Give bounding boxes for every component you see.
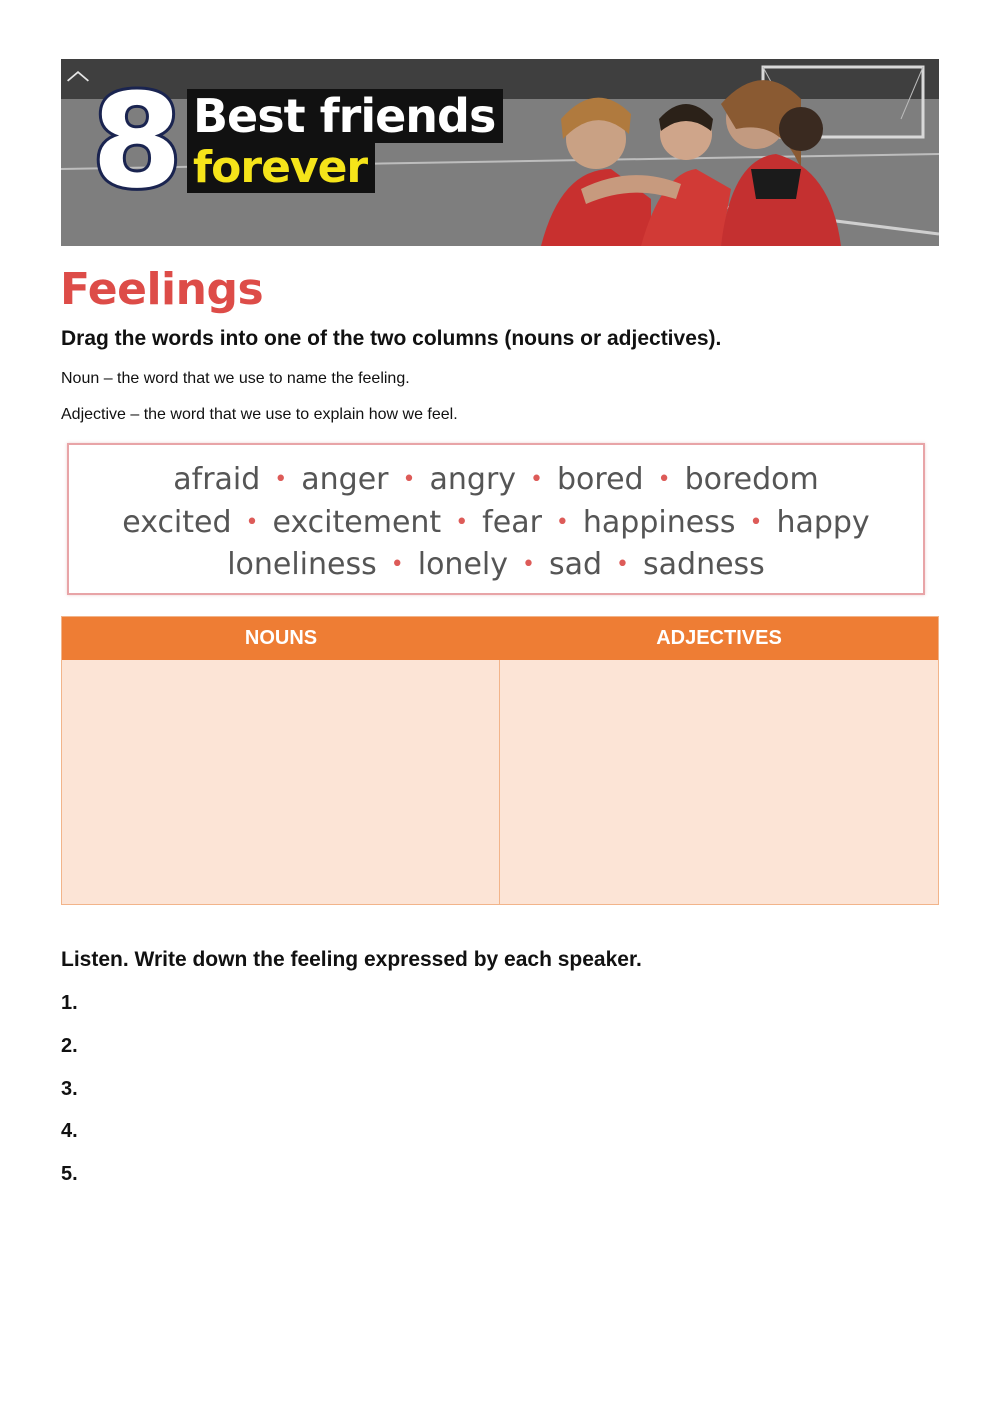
bullet-separator: • [455,510,469,535]
listening-instruction: Listen. Write down the feeling expressed by each speaker. [61,948,642,971]
unit-title-line2: forever [187,143,375,193]
bullet-separator: • [245,510,259,535]
unit-title-line1: Best friends [187,89,503,143]
draggable-word[interactable]: anger [301,462,389,497]
draggable-word[interactable]: excitement [272,505,442,540]
word-bank-line-1 [69,462,923,498]
answer-row-5 [61,1159,761,1189]
sort-table [61,616,939,905]
unit-banner [61,59,939,246]
draggable-word[interactable]: angry [429,462,517,497]
answer-input-1[interactable] [95,990,699,1018]
draggable-word[interactable]: sadness [643,547,765,582]
answer-row-1 [61,988,761,1018]
bullet-separator: • [657,467,671,492]
chevron-up-icon: ︿ [67,59,90,84]
draggable-word[interactable]: happiness [582,505,736,540]
bullet-separator: • [390,552,404,577]
friends-photo [501,59,939,246]
unit-number: 8 [91,65,183,217]
page-title: Feelings [60,264,264,315]
bullet-separator: • [274,467,288,492]
answer-input-3[interactable] [95,1076,699,1104]
answer-row-3 [61,1074,761,1104]
noun-definition: Noun – the word that we use to name the feeling. [61,370,410,387]
bullet-separator: • [616,552,630,577]
draggable-word[interactable]: loneliness [227,547,377,582]
draggable-word[interactable]: excited [122,505,232,540]
answer-number: 2. [61,1035,78,1057]
word-bank [67,443,925,595]
answer-number: 3. [61,1078,78,1100]
draggable-word[interactable]: bored [557,462,644,497]
nouns-column-header: NOUNS [62,617,500,660]
nouns-drop-zone[interactable] [62,660,500,904]
adjective-definition: Adjective – the word that we use to explain how we feel. [61,406,458,423]
answer-input-2[interactable] [95,1033,699,1061]
adjectives-column-header: ADJECTIVES [500,617,938,660]
answer-number: 1. [61,992,78,1014]
adjectives-drop-zone[interactable] [500,660,938,904]
answer-input-4[interactable] [95,1118,699,1146]
answer-number: 4. [61,1120,78,1142]
bullet-separator: • [402,467,416,492]
bullet-separator: • [555,510,569,535]
draggable-word[interactable]: fear [482,505,542,540]
answer-row-4 [61,1116,761,1146]
bullet-separator: • [749,510,763,535]
draggable-word[interactable]: lonely [417,547,508,582]
draggable-word[interactable]: sad [548,547,603,582]
answer-row-2 [61,1031,761,1061]
bullet-separator: • [530,467,544,492]
answer-input-5[interactable] [95,1161,699,1189]
word-bank-line-3 [69,547,923,583]
draggable-word[interactable]: afraid [173,462,261,497]
word-bank-line-2 [69,505,923,541]
draggable-word[interactable]: boredom [684,462,819,497]
bullet-separator: • [521,552,535,577]
task-instruction: Drag the words into one of the two columns (nouns or adjectives). [61,327,722,350]
answer-number: 5. [61,1163,78,1185]
unit-title [187,89,503,193]
draggable-word[interactable]: happy [776,505,870,540]
